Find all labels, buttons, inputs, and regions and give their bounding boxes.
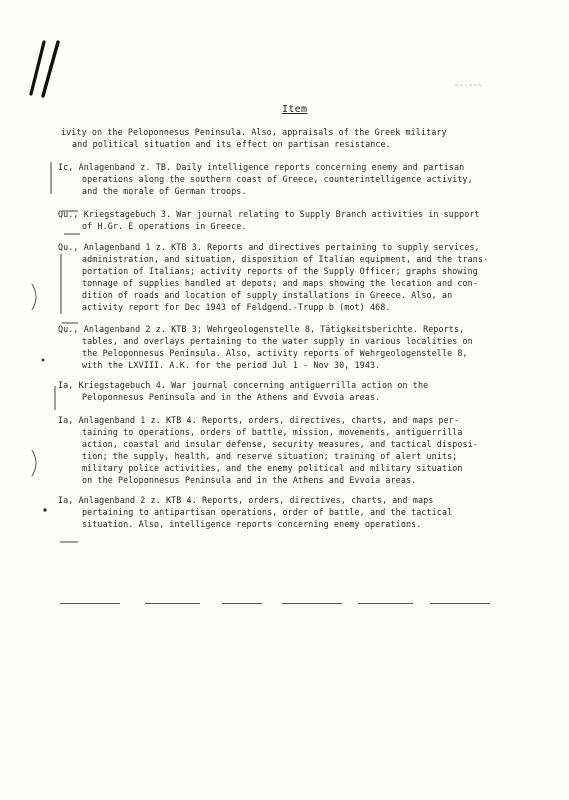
- margin-tick-mark: [46, 160, 56, 196]
- text-line: the Peloponnesus Peninsula. Also, activity reports of Wehrgeologenstelle 8,: [82, 348, 468, 358]
- margin-tick-mark: [60, 318, 80, 328]
- text-line: administration, and situation, disposition of Italian equipment, and the trans-: [82, 254, 489, 264]
- text-line: Qu., Anlagenband 1 z. KTB 3. Reports and directives pertaining to supply services,: [58, 242, 480, 252]
- text-line: taining to operations, orders of battle, mission, movements, antiguerrilla: [82, 427, 463, 437]
- text-line: tion; the supply, health, and reserve situation; training of alert units;: [82, 451, 458, 461]
- text-line: action, coastal and insular defense, security measures, and tactical disposi-: [82, 439, 478, 449]
- text-line: on the Peloponnesus Peninsula and in the Athens and Evvoia areas.: [82, 475, 417, 485]
- text-line: Ia, Anlagenband 1 z. KTB 4. Reports, orders, directives, charts, and maps per-: [58, 415, 460, 425]
- text-line: tables, and overlays pertaining to the water supply in various localities on: [82, 336, 473, 346]
- text-line: Ia, Anlagenband 2 z. KTB 4. Reports, orders, directives, charts, and maps: [58, 495, 434, 505]
- margin-tick-mark: [58, 538, 80, 546]
- margin-tick-mark: [62, 230, 82, 238]
- text-line: portation of Italians; activity reports of the Supply Officer; graphs showing: [82, 266, 478, 276]
- margin-dot-mark: [40, 505, 50, 515]
- margin-bracket-mark: [30, 448, 42, 478]
- divider-segment: [60, 603, 120, 604]
- page-heading: Item: [282, 104, 308, 115]
- text-line: pertaining to antipartisan operations, order of battle, and the tactical: [82, 507, 453, 517]
- text-line: of H.Gr. E operations in Greece.: [82, 221, 247, 231]
- divider-segment: [222, 603, 262, 604]
- divider-segment: [145, 603, 200, 604]
- divider-segment: [430, 603, 490, 604]
- text-line: Qu., Anlagenband 2 z. KTB 3; Wehrgeologenstelle 8, Tätigkeitsberichte. Reports,: [58, 324, 465, 334]
- text-line: and political situation and its effect on partisan resistance.: [72, 139, 391, 149]
- divider-segment: [282, 603, 342, 604]
- margin-dot-mark: [36, 352, 50, 368]
- text-line: Peloponnesus Peninsula and in the Athens and Evvoia areas.: [82, 392, 381, 402]
- text-line: with the LXVIII. A.K. for the period Jul 1 - Nov 30, 1943.: [82, 360, 381, 370]
- text-line: activity report for Dec 1943 of Feldgend.-Trupp b (mot) 468.: [82, 302, 391, 312]
- text-line: Qu., Kriegstagebuch 3. War journal relating to Supply Branch activities in support: [58, 209, 480, 219]
- divider-segment: [358, 603, 413, 604]
- margin-tick-mark: [60, 206, 80, 216]
- text-line: ivity on the Peloponnesus Peninsula. Also, appraisals of the Greek military: [61, 127, 447, 137]
- handwritten-slash-mark: [28, 38, 68, 98]
- text-line: Ia, Kriegstagebuch 4. War journal concerning antiguerrilla action on the: [58, 380, 429, 390]
- margin-bracket-mark: [30, 282, 42, 312]
- corner-faint-note: ~~-~~~: [455, 82, 483, 89]
- text-line: military police activities, and the enemy political and military situation: [82, 463, 463, 473]
- text-line: operations along the southern coast of Greece, counterintelligence activity,: [82, 174, 473, 184]
- margin-tick-mark: [56, 252, 66, 316]
- margin-tick-mark: [50, 384, 60, 412]
- text-line: situation. Also, intelligence reports concerning enemy operations.: [82, 519, 422, 529]
- text-line: Ic, Anlagenband z. TB. Daily intelligence reports concerning enemy and partisan: [58, 162, 465, 172]
- text-line: tonnage of supplies handled at depots; and maps showing the location and con-: [82, 278, 478, 288]
- text-line: and the morale of German troops.: [82, 186, 247, 196]
- text-line: dition of roads and location of supply installations in Greece. Also, an: [82, 290, 453, 300]
